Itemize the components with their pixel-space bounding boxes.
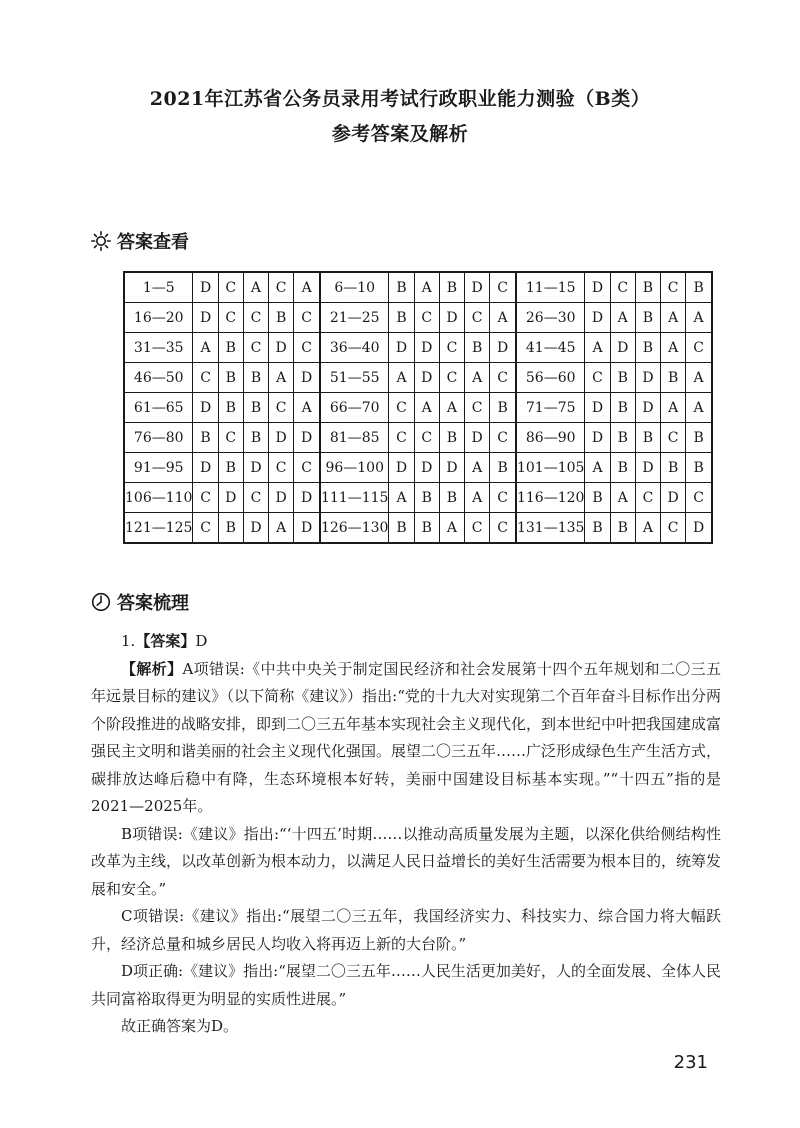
question-range-cell: 41—45 <box>516 333 585 363</box>
answer-cell: B <box>686 453 712 483</box>
answer-cell: B <box>661 363 686 393</box>
answer-cell: D <box>439 303 464 333</box>
question-range-cell: 86—90 <box>516 423 585 453</box>
answer-cell: D <box>294 363 320 393</box>
question-range-cell: 31—35 <box>124 333 193 363</box>
answer-cell: A <box>686 393 712 423</box>
answer-cell: C <box>218 303 243 333</box>
answer-cell: A <box>269 363 294 393</box>
answer-cell: C <box>465 303 490 333</box>
answer-cell: D <box>414 453 439 483</box>
section-answer-check-title: 答案查看 <box>117 232 189 253</box>
document-title: 2021年江苏省公务员录用考试行政职业能力测验（B类） <box>149 88 651 110</box>
section-answer-check <box>91 228 189 254</box>
answer-cell: B <box>635 333 660 363</box>
answer-cell: C <box>389 423 414 453</box>
answer-cell: C <box>193 483 218 513</box>
answer-cell: A <box>661 303 686 333</box>
question-range-cell: 76—80 <box>124 423 193 453</box>
analysis-paragraph-a <box>91 656 721 821</box>
answer-cell: A <box>465 483 490 513</box>
question-number: 1. <box>121 632 136 650</box>
answer-table-row <box>124 363 712 393</box>
answer-cell: C <box>269 393 294 423</box>
answer-cell: A <box>635 513 660 544</box>
answer-cell: C <box>439 363 464 393</box>
answer-cell: C <box>686 483 712 513</box>
answer-cell: A <box>661 333 686 363</box>
question-range-cell: 36—40 <box>320 333 389 363</box>
answer-cell: C <box>243 303 268 333</box>
answer-cell: A <box>439 513 464 544</box>
analysis-tag: 【解析】 <box>121 659 183 678</box>
answer-cell: B <box>635 272 660 303</box>
answer-cell: A <box>389 483 414 513</box>
answer-cell: A <box>585 333 610 363</box>
answer-cell: D <box>490 333 516 363</box>
answer-cell: C <box>269 272 294 303</box>
page-number: 231 <box>673 1052 708 1073</box>
answer-cell: D <box>585 423 610 453</box>
answer-cell: D <box>243 453 268 483</box>
document-subtitle: 参考答案及解析 <box>331 123 469 145</box>
answer-cell: B <box>585 483 610 513</box>
answer-cell: A <box>389 363 414 393</box>
answer-cell: D <box>294 423 320 453</box>
answer-cell: D <box>269 483 294 513</box>
answer-cell: A <box>414 272 439 303</box>
answer-cell: C <box>269 453 294 483</box>
answer-cell: D <box>389 453 414 483</box>
answer-cell: C <box>193 363 218 393</box>
answer-cell: A <box>661 393 686 423</box>
answer-cell: C <box>585 363 610 393</box>
sun-icon <box>91 231 111 251</box>
question-range-cell: 131—135 <box>516 513 585 544</box>
answer-cell: B <box>610 393 635 423</box>
question-range-cell: 51—55 <box>320 363 389 393</box>
question-range-cell: 16—20 <box>124 303 193 333</box>
question-range-cell: 101—105 <box>516 453 585 483</box>
answer-cell: D <box>439 453 464 483</box>
conclusion-text: 故正确答案为D。 <box>121 1017 239 1035</box>
question-range-cell: 71—75 <box>516 393 585 423</box>
answer-cell: D <box>269 333 294 363</box>
answer-cell: C <box>661 423 686 453</box>
question-range-cell: 96—100 <box>320 453 389 483</box>
answer-cell: A <box>686 303 712 333</box>
answer-cell: C <box>294 453 320 483</box>
answer-table <box>123 271 713 544</box>
answer-cell: A <box>439 393 464 423</box>
question-range-cell: 66—70 <box>320 393 389 423</box>
answer-cell: B <box>243 423 268 453</box>
answer-cell: D <box>269 423 294 453</box>
answer-cell: B <box>686 423 712 453</box>
question-range-cell: 116—120 <box>516 483 585 513</box>
answer-cell: D <box>465 272 490 303</box>
answer-cell: A <box>414 393 439 423</box>
answer-cell: C <box>490 483 516 513</box>
question-range-cell: 61—65 <box>124 393 193 423</box>
answer-cell: B <box>490 453 516 483</box>
option-c-text: C项错误:《建议》指出:“展望二〇三五年，我国经济实力、科技实力、综合国力将大幅跃升，经济总量和城乡居民人均收入将再迈上新的大台阶。” <box>91 907 721 953</box>
answer-cell: A <box>243 272 268 303</box>
answer-cell: A <box>490 303 516 333</box>
answer-line <box>91 628 721 656</box>
answer-cell: B <box>439 423 464 453</box>
answer-cell: D <box>389 333 414 363</box>
answer-cell: B <box>635 423 660 453</box>
answer-cell: D <box>635 453 660 483</box>
answer-cell: C <box>218 423 243 453</box>
answer-cell: D <box>585 393 610 423</box>
answer-cell: B <box>439 272 464 303</box>
answer-cell: B <box>439 483 464 513</box>
answer-table-row <box>124 272 712 303</box>
question-range-cell: 111—115 <box>320 483 389 513</box>
question-range-cell: 11—15 <box>516 272 585 303</box>
answer-value: D <box>195 632 208 650</box>
answer-table-row <box>124 303 712 333</box>
answer-cell: D <box>193 393 218 423</box>
answer-cell: B <box>218 513 243 544</box>
answer-cell: C <box>661 272 686 303</box>
answer-cell: A <box>294 393 320 423</box>
section-answer-review <box>91 589 189 615</box>
answer-cell: C <box>243 333 268 363</box>
answer-cell: B <box>610 453 635 483</box>
answer-cell: C <box>414 303 439 333</box>
option-a-text: A项错误:《中共中央关于制定国民经济和社会发展第十四个五年规划和二〇三五年远景目标的建议》（以下简称《建议》）指出:“党的十九大对实现第二个百年奋斗目标作出分两个阶段推进的战略安排，即到二〇三五年基本实现社会主义现代化，到本世纪中叶把我国建成富强民主文明和谐美丽的社会主义现代化强国。展望二〇三五年……广泛形成绿色生产生活方式，碳排放达峰后稳中有降，生态环境根本好转，美丽中国建设目标基本实现。”“十四五”指的是2021—2025年。 <box>91 659 722 815</box>
answer-cell: D <box>610 333 635 363</box>
answer-table-row <box>124 453 712 483</box>
answer-cell: C <box>294 303 320 333</box>
answer-cell: A <box>269 513 294 544</box>
answer-cell: D <box>193 272 218 303</box>
answer-cell: C <box>490 363 516 393</box>
answer-cell: A <box>465 363 490 393</box>
question-range-cell: 26—30 <box>516 303 585 333</box>
answer-table-row <box>124 483 712 513</box>
answer-cell: B <box>686 272 712 303</box>
answer-cell: A <box>294 272 320 303</box>
question-range-cell: 126—130 <box>320 513 389 544</box>
answer-table-row <box>124 513 712 544</box>
answer-cell: A <box>193 333 218 363</box>
answer-cell: D <box>294 513 320 544</box>
question-range-cell: 46—50 <box>124 363 193 393</box>
answer-cell: C <box>218 272 243 303</box>
answer-cell: D <box>294 483 320 513</box>
answer-cell: A <box>465 453 490 483</box>
answer-cell: B <box>610 513 635 544</box>
answer-cell: C <box>465 393 490 423</box>
clock-icon <box>91 592 111 612</box>
answer-cell: D <box>218 483 243 513</box>
answer-cell: B <box>585 513 610 544</box>
answer-cell: D <box>193 303 218 333</box>
answer-cell: B <box>414 513 439 544</box>
answer-cell: B <box>243 393 268 423</box>
answer-cell: D <box>193 453 218 483</box>
question-range-cell: 6—10 <box>320 272 389 303</box>
answer-cell: B <box>490 393 516 423</box>
answer-cell: B <box>193 423 218 453</box>
answer-cell: B <box>218 363 243 393</box>
answer-cell: C <box>661 513 686 544</box>
question-range-cell: 106—110 <box>124 483 193 513</box>
question-range-cell: 121—125 <box>124 513 193 544</box>
answer-cell: A <box>585 453 610 483</box>
answer-cell: B <box>610 363 635 393</box>
answer-table-row <box>124 423 712 453</box>
option-b-text: B项错误:《建议》指出:“‘十四五’时期……以推动高质量发展为主题，以深化供给侧结构性改革为主线，以改革创新为根本动力，以满足人民日益增长的美好生活需要为根本目的，统筹发展和安全。” <box>91 824 722 898</box>
answer-cell: B <box>269 303 294 333</box>
question-range-cell: 91—95 <box>124 453 193 483</box>
answer-cell: A <box>686 363 712 393</box>
answer-cell: C <box>686 333 712 363</box>
answer-cell: B <box>610 423 635 453</box>
answer-cell: C <box>243 483 268 513</box>
answer-cell: D <box>635 363 660 393</box>
answer-cell: C <box>465 513 490 544</box>
answer-cell: D <box>465 423 490 453</box>
answer-cell: B <box>218 333 243 363</box>
answer-cell: B <box>389 303 414 333</box>
answer-cell: B <box>635 303 660 333</box>
answer-cell: D <box>661 483 686 513</box>
answer-cell: B <box>465 333 490 363</box>
explanation-body <box>91 628 721 1041</box>
answer-cell: B <box>414 483 439 513</box>
question-range-cell: 1—5 <box>124 272 193 303</box>
answer-cell: B <box>218 453 243 483</box>
answer-cell: C <box>610 272 635 303</box>
answer-cell: C <box>490 272 516 303</box>
answer-cell: D <box>414 333 439 363</box>
answer-cell: D <box>414 363 439 393</box>
answer-cell: B <box>389 272 414 303</box>
answer-cell: D <box>635 393 660 423</box>
answer-tag: 【答案】 <box>135 632 196 650</box>
answer-cell: D <box>686 513 712 544</box>
answer-cell: A <box>610 483 635 513</box>
answer-cell: A <box>610 303 635 333</box>
answer-cell: C <box>635 483 660 513</box>
answer-cell: D <box>585 303 610 333</box>
answer-table-row <box>124 333 712 363</box>
answer-cell: C <box>193 513 218 544</box>
answer-cell: D <box>585 272 610 303</box>
question-range-cell: 21—25 <box>320 303 389 333</box>
answer-cell: C <box>389 393 414 423</box>
answer-cell: B <box>661 453 686 483</box>
answer-cell: C <box>490 423 516 453</box>
answer-cell: C <box>490 513 516 544</box>
answer-cell: B <box>243 363 268 393</box>
answer-cell: C <box>414 423 439 453</box>
answer-cell: C <box>294 333 320 363</box>
question-range-cell: 81—85 <box>320 423 389 453</box>
answer-table-row <box>124 393 712 423</box>
answer-cell: B <box>218 393 243 423</box>
answer-cell: C <box>439 333 464 363</box>
answer-cell: D <box>243 513 268 544</box>
answer-cell: B <box>389 513 414 544</box>
option-d-text: D项正确:《建议》指出:“展望二〇三五年……人民生活更加美好，人的全面发展、全体人民共同富裕取得更为明显的实质性进展。” <box>91 962 721 1008</box>
question-range-cell: 56—60 <box>516 363 585 393</box>
section-answer-review-title: 答案梳理 <box>117 593 189 614</box>
